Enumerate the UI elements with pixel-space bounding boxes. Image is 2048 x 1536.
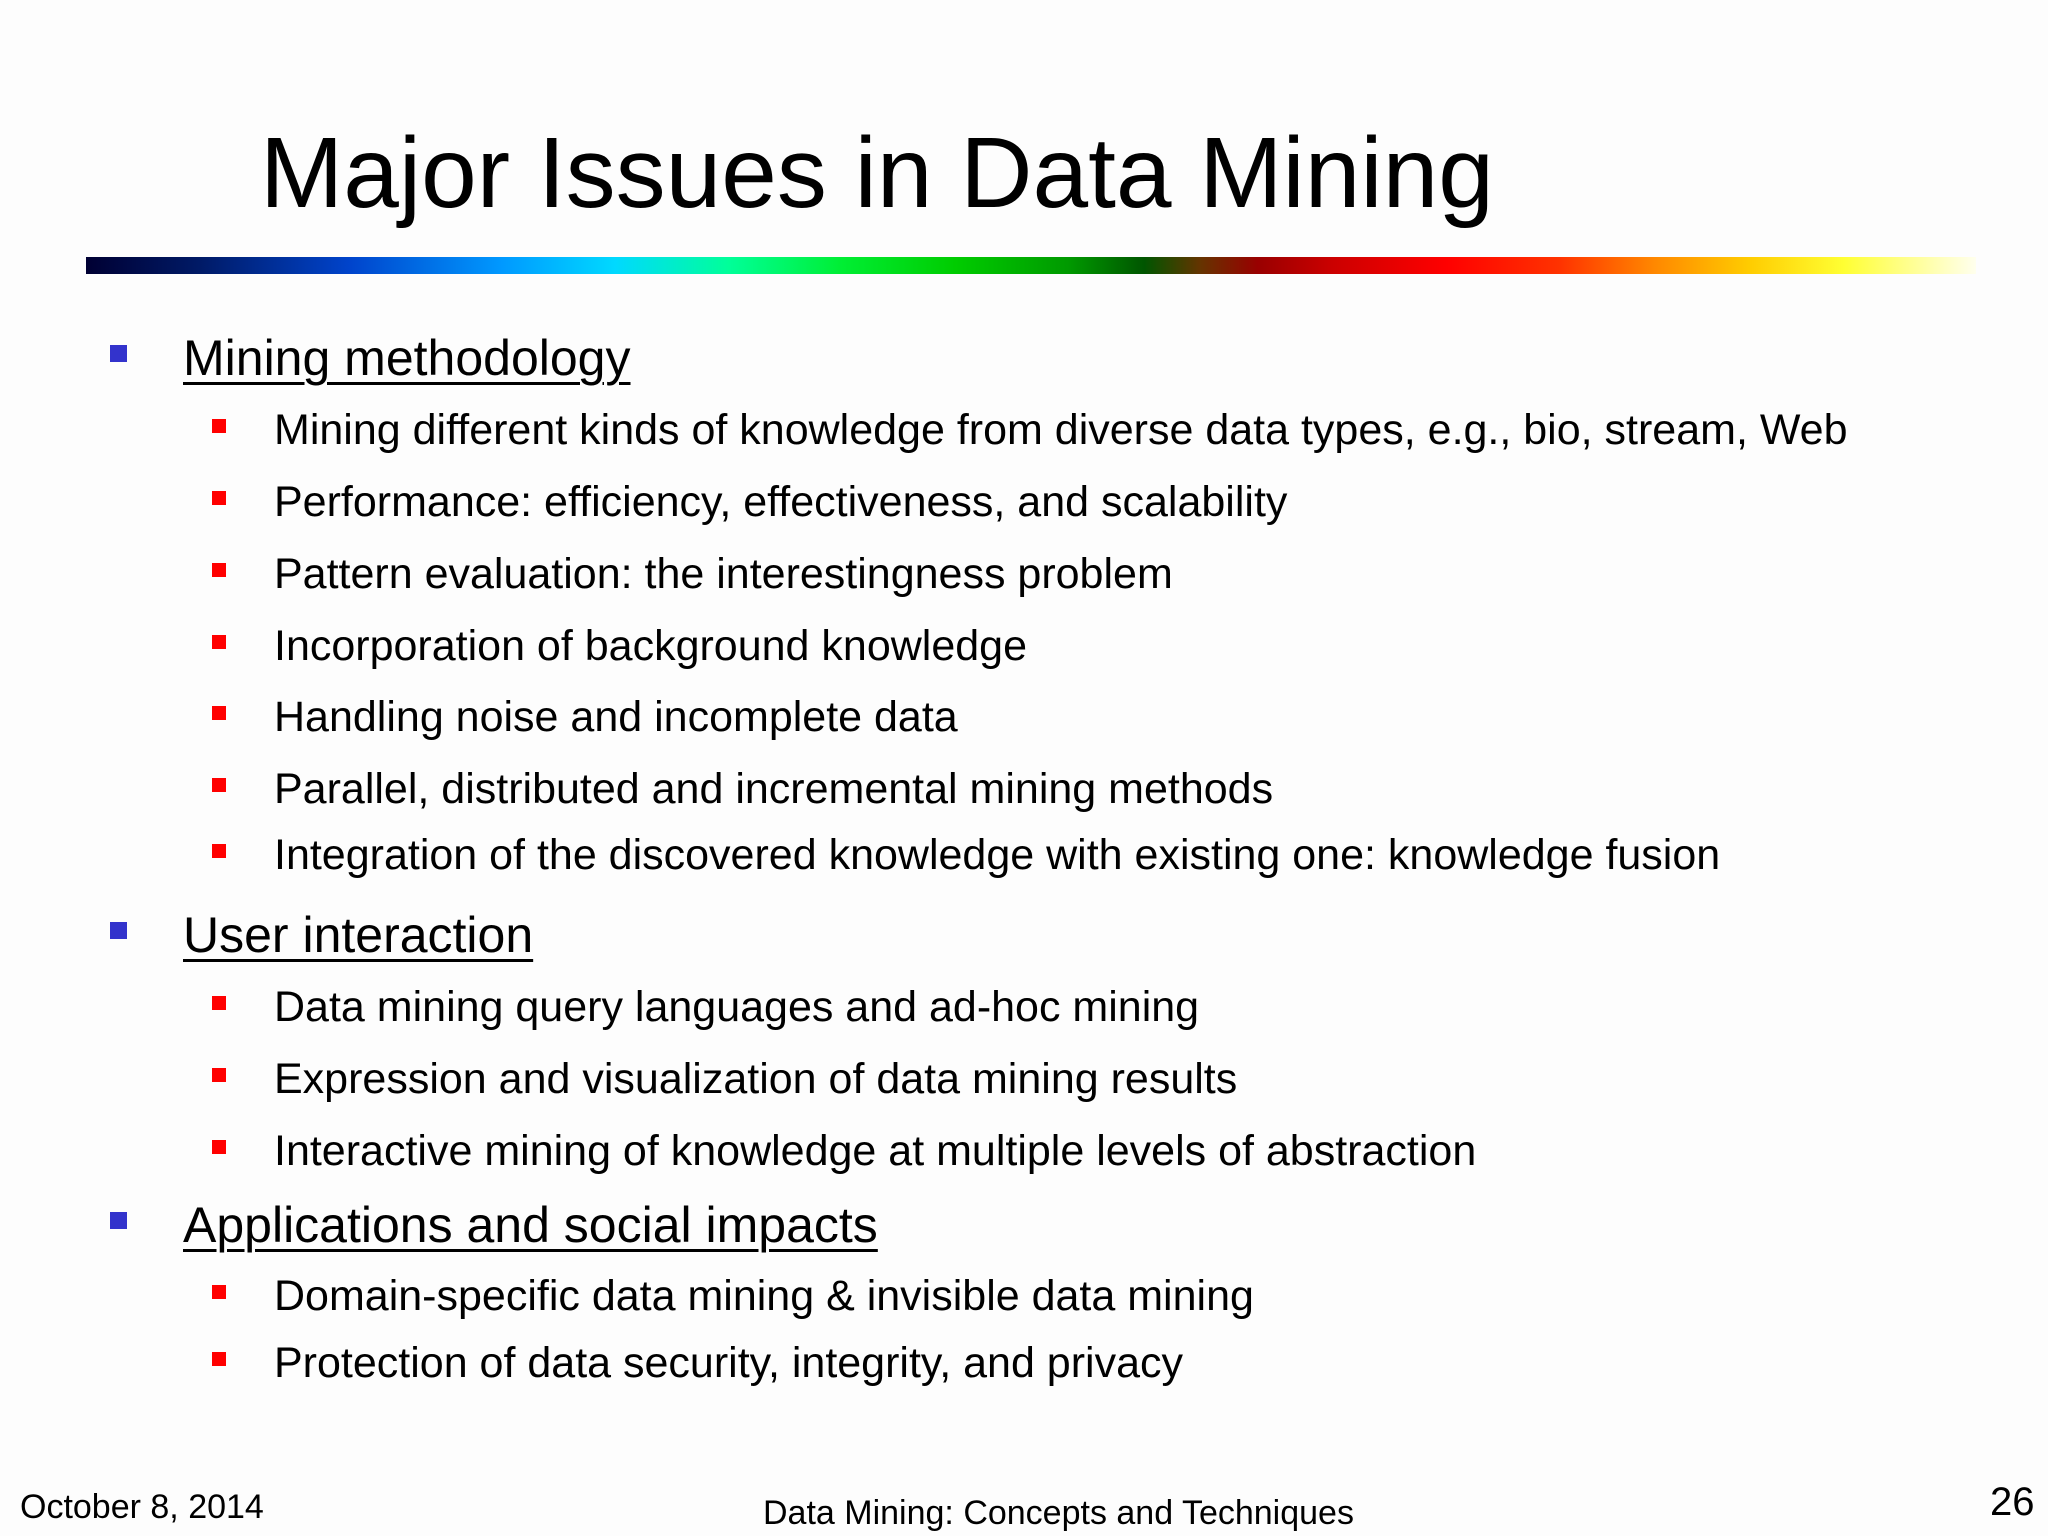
slide-title: Major Issues in Data Mining — [260, 117, 1494, 229]
list-item: Parallel, distributed and incremental mining methods — [274, 765, 1274, 813]
level1-bullet-icon — [110, 922, 127, 939]
level2-bullet-icon — [212, 1068, 226, 1082]
level2-bullet-icon — [212, 419, 226, 433]
list-item: Pattern evaluation: the interestingness problem — [274, 550, 1173, 598]
level2-bullet-icon — [212, 563, 226, 577]
level1-bullet-icon — [110, 345, 127, 362]
level2-bullet-icon — [212, 1285, 226, 1299]
list-item: Incorporation of background knowledge — [274, 622, 1028, 670]
rainbow-divider — [86, 257, 1976, 274]
section-heading-user-interaction: User interaction — [183, 907, 534, 963]
level2-bullet-icon — [212, 635, 226, 649]
level2-bullet-icon — [212, 1352, 226, 1366]
list-item: Mining different kinds of knowledge from diverse data types, e.g., bio, stream, Web — [274, 406, 1848, 454]
list-item: Handling noise and incomplete data — [274, 693, 958, 741]
list-item: Performance: efficiency, effectiveness, and scalability — [274, 478, 1288, 526]
level2-bullet-icon — [212, 706, 226, 720]
footer-date: October 8, 2014 — [20, 1488, 264, 1526]
level2-bullet-icon — [212, 778, 226, 792]
list-item: Domain-specific data mining & invisible data mining — [274, 1272, 1254, 1320]
list-item: Protection of data security, integrity, and privacy — [274, 1339, 1184, 1387]
list-item: Data mining query languages and ad-hoc mining — [274, 983, 1200, 1031]
section-heading-applications: Applications and social impacts — [183, 1197, 878, 1253]
section-heading-mining-methodology: Mining methodology — [183, 330, 631, 386]
level2-bullet-icon — [212, 844, 226, 858]
level2-bullet-icon — [212, 1140, 226, 1154]
level1-bullet-icon — [110, 1212, 127, 1229]
level2-bullet-icon — [212, 996, 226, 1010]
list-item: Expression and visualization of data mining results — [274, 1055, 1238, 1103]
list-item: Interactive mining of knowledge at multiple levels of abstraction — [274, 1127, 1477, 1175]
level2-bullet-icon — [212, 491, 226, 505]
footer-title: Data Mining: Concepts and Techniques — [763, 1494, 1354, 1532]
list-item: Integration of the discovered knowledge with existing one: knowledge fusion — [274, 831, 1721, 879]
page-number: 26 — [1990, 1480, 2035, 1524]
